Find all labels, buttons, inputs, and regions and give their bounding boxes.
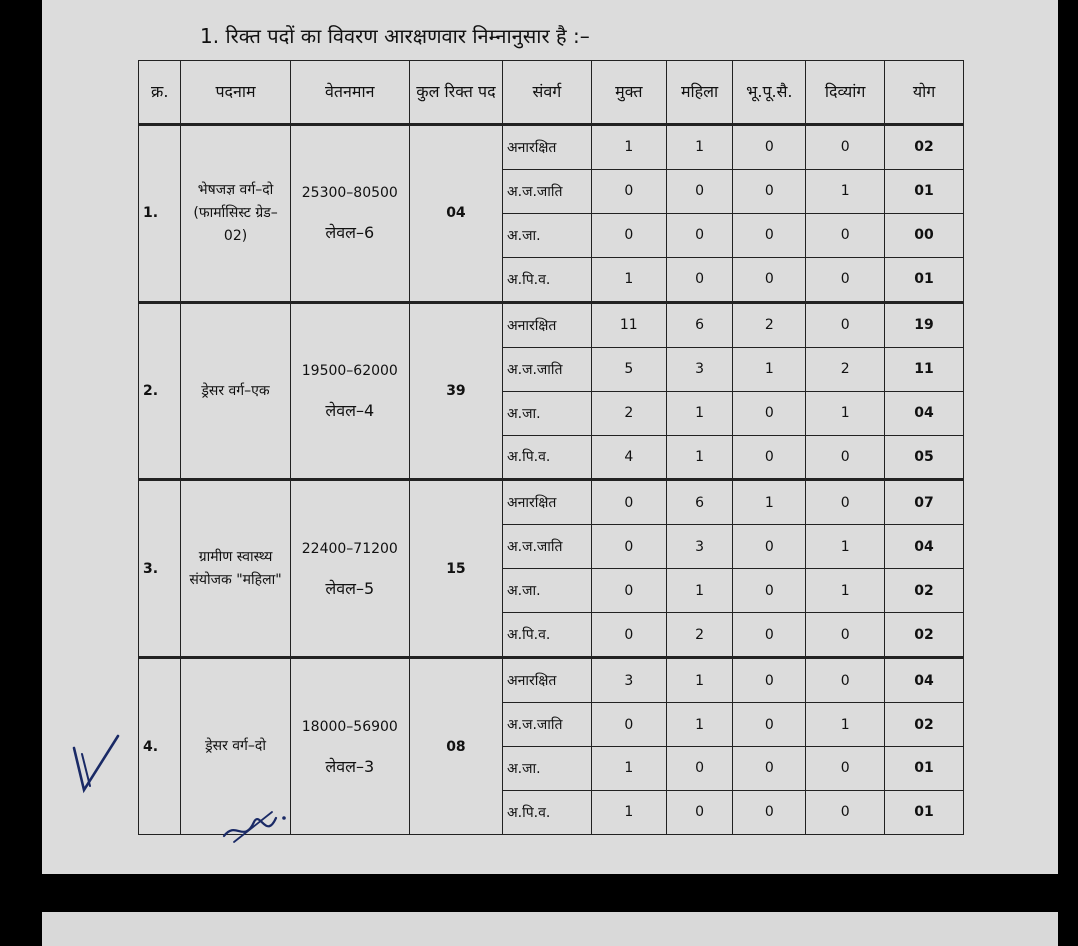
mukt-cell: 11 — [591, 302, 666, 347]
mahila-cell: 6 — [666, 480, 733, 525]
category-cell: अ.ज.जाति — [502, 347, 591, 391]
total-cell: 01 — [885, 257, 964, 302]
total-cell: 11 — [885, 347, 964, 391]
header-cell: वेतनमान — [290, 61, 409, 125]
divyang-cell: 1 — [806, 703, 885, 747]
mahila-cell: 0 — [666, 747, 733, 791]
category-cell: अ.पि.व. — [502, 613, 591, 658]
mukt-cell: 1 — [591, 790, 666, 834]
pay-scale — [290, 658, 409, 835]
category-cell: अनारक्षित — [502, 480, 591, 525]
category-cell: अनारक्षित — [502, 302, 591, 347]
total-cell: 01 — [885, 747, 964, 791]
mahila-cell: 0 — [666, 257, 733, 302]
serial-number: 4. — [139, 658, 181, 835]
header-cell: दिव्यांग — [806, 61, 885, 125]
category-cell: अ.ज.जाति — [502, 525, 591, 569]
section-heading: 1. रिक्त पदों का विवरण आरक्षणवार निम्नानुसार है :– — [200, 24, 590, 48]
divyang-cell: 0 — [806, 435, 885, 480]
serial-number: 2. — [139, 302, 181, 480]
mahila-cell: 1 — [666, 658, 733, 703]
mukt-cell: 0 — [591, 703, 666, 747]
mahila-cell: 1 — [666, 125, 733, 170]
mahila-cell: 1 — [666, 569, 733, 613]
total-cell: 01 — [885, 169, 964, 213]
category-cell: अ.पि.व. — [502, 257, 591, 302]
mukt-cell: 4 — [591, 435, 666, 480]
total-cell: 00 — [885, 213, 964, 257]
header-cell: मुक्त — [591, 61, 666, 125]
divyang-cell: 0 — [806, 790, 885, 834]
category-cell: अ.पि.व. — [502, 435, 591, 480]
pay-level: लेवल–3 — [325, 756, 375, 776]
header-cell: क्र. — [139, 61, 181, 125]
mukt-cell: 0 — [591, 169, 666, 213]
divyang-cell: 0 — [806, 658, 885, 703]
ex-serviceman-cell: 0 — [733, 213, 806, 257]
header-cell: भू.पू.सै. — [733, 61, 806, 125]
total-cell: 19 — [885, 302, 964, 347]
divyang-cell: 0 — [806, 480, 885, 525]
serial-number: 1. — [139, 125, 181, 303]
divyang-cell: 1 — [806, 169, 885, 213]
total-vacancies: 08 — [409, 658, 502, 835]
pay-range: 22400–71200 — [301, 540, 398, 557]
total-cell: 04 — [885, 391, 964, 435]
total-cell: 01 — [885, 790, 964, 834]
mukt-cell: 0 — [591, 480, 666, 525]
tick-mark-icon — [66, 728, 126, 798]
category-cell: अ.जा. — [502, 569, 591, 613]
mukt-cell: 1 — [591, 257, 666, 302]
post-name: ग्रामीण स्वास्थ्य संयोजक "महिला" — [181, 480, 290, 658]
pay-level: लेवल–5 — [325, 578, 375, 598]
category-cell: अनारक्षित — [502, 658, 591, 703]
table-row — [139, 302, 964, 347]
ex-serviceman-cell: 0 — [733, 435, 806, 480]
total-cell: 02 — [885, 703, 964, 747]
category-cell: अनारक्षित — [502, 125, 591, 170]
divyang-cell: 1 — [806, 569, 885, 613]
table-header-row — [139, 61, 964, 125]
divyang-cell: 0 — [806, 302, 885, 347]
pay-range: 18000–56900 — [301, 718, 398, 735]
next-page-edge — [42, 912, 1058, 946]
mahila-cell: 1 — [666, 703, 733, 747]
mukt-cell: 1 — [591, 747, 666, 791]
divyang-cell: 1 — [806, 525, 885, 569]
ex-serviceman-cell: 2 — [733, 302, 806, 347]
category-cell: अ.जा. — [502, 213, 591, 257]
total-vacancies: 15 — [409, 480, 502, 658]
divyang-cell: 0 — [806, 613, 885, 658]
category-cell: अ.ज.जाति — [502, 703, 591, 747]
header-cell: कुल रिक्त पद — [409, 61, 502, 125]
total-vacancies: 04 — [409, 125, 502, 303]
ex-serviceman-cell: 0 — [733, 658, 806, 703]
mahila-cell: 3 — [666, 525, 733, 569]
pay-scale — [290, 302, 409, 480]
vacancy-table — [138, 60, 964, 835]
mahila-cell: 0 — [666, 790, 733, 834]
total-cell: 07 — [885, 480, 964, 525]
category-cell: अ.जा. — [502, 391, 591, 435]
mahila-cell: 2 — [666, 613, 733, 658]
mahila-cell: 3 — [666, 347, 733, 391]
mahila-cell: 0 — [666, 213, 733, 257]
mukt-cell: 1 — [591, 125, 666, 170]
table-row — [139, 125, 964, 170]
pay-level: लेवल–6 — [325, 223, 375, 243]
mukt-cell: 2 — [591, 391, 666, 435]
mukt-cell: 0 — [591, 213, 666, 257]
total-cell: 02 — [885, 125, 964, 170]
mahila-cell: 0 — [666, 169, 733, 213]
total-cell: 02 — [885, 569, 964, 613]
mahila-cell: 1 — [666, 391, 733, 435]
mukt-cell: 3 — [591, 658, 666, 703]
mahila-cell: 1 — [666, 435, 733, 480]
mukt-cell: 0 — [591, 525, 666, 569]
header-cell: संवर्ग — [502, 61, 591, 125]
pay-range: 25300–80500 — [301, 185, 398, 202]
ex-serviceman-cell: 0 — [733, 747, 806, 791]
mukt-cell: 5 — [591, 347, 666, 391]
divyang-cell: 0 — [806, 257, 885, 302]
table-row — [139, 480, 964, 525]
total-cell: 04 — [885, 658, 964, 703]
total-vacancies: 39 — [409, 302, 502, 480]
ex-serviceman-cell: 1 — [733, 347, 806, 391]
table-row — [139, 658, 964, 703]
divyang-cell: 0 — [806, 747, 885, 791]
category-cell: अ.पि.व. — [502, 790, 591, 834]
post-name: भेषजज्ञ वर्ग–दो (फार्मासिस्ट ग्रेड–02) — [181, 125, 290, 303]
ex-serviceman-cell: 0 — [733, 703, 806, 747]
signature-icon — [214, 800, 294, 850]
divyang-cell: 0 — [806, 213, 885, 257]
divyang-cell: 2 — [806, 347, 885, 391]
ex-serviceman-cell: 0 — [733, 569, 806, 613]
ex-serviceman-cell: 0 — [733, 525, 806, 569]
ex-serviceman-cell: 0 — [733, 790, 806, 834]
total-cell: 02 — [885, 613, 964, 658]
divyang-cell: 1 — [806, 391, 885, 435]
ex-serviceman-cell: 0 — [733, 613, 806, 658]
serial-number: 3. — [139, 480, 181, 658]
header-cell: पदनाम — [181, 61, 290, 125]
ex-serviceman-cell: 1 — [733, 480, 806, 525]
category-cell: अ.जा. — [502, 747, 591, 791]
divyang-cell: 0 — [806, 125, 885, 170]
mukt-cell: 0 — [591, 569, 666, 613]
pay-scale — [290, 125, 409, 303]
ex-serviceman-cell: 0 — [733, 169, 806, 213]
category-cell: अ.ज.जाति — [502, 169, 591, 213]
total-cell: 05 — [885, 435, 964, 480]
ex-serviceman-cell: 0 — [733, 125, 806, 170]
pay-level: लेवल–4 — [325, 401, 375, 421]
pay-range: 19500–62000 — [301, 363, 398, 380]
mahila-cell: 6 — [666, 302, 733, 347]
post-name: ड्रेसर वर्ग–एक — [181, 302, 290, 480]
ex-serviceman-cell: 0 — [733, 257, 806, 302]
header-cell: महिला — [666, 61, 733, 125]
mukt-cell: 0 — [591, 613, 666, 658]
header-cell: योग — [885, 61, 964, 125]
post-name: ड्रेसर वर्ग–दो — [181, 658, 290, 835]
total-cell: 04 — [885, 525, 964, 569]
pay-scale — [290, 480, 409, 658]
ex-serviceman-cell: 0 — [733, 391, 806, 435]
